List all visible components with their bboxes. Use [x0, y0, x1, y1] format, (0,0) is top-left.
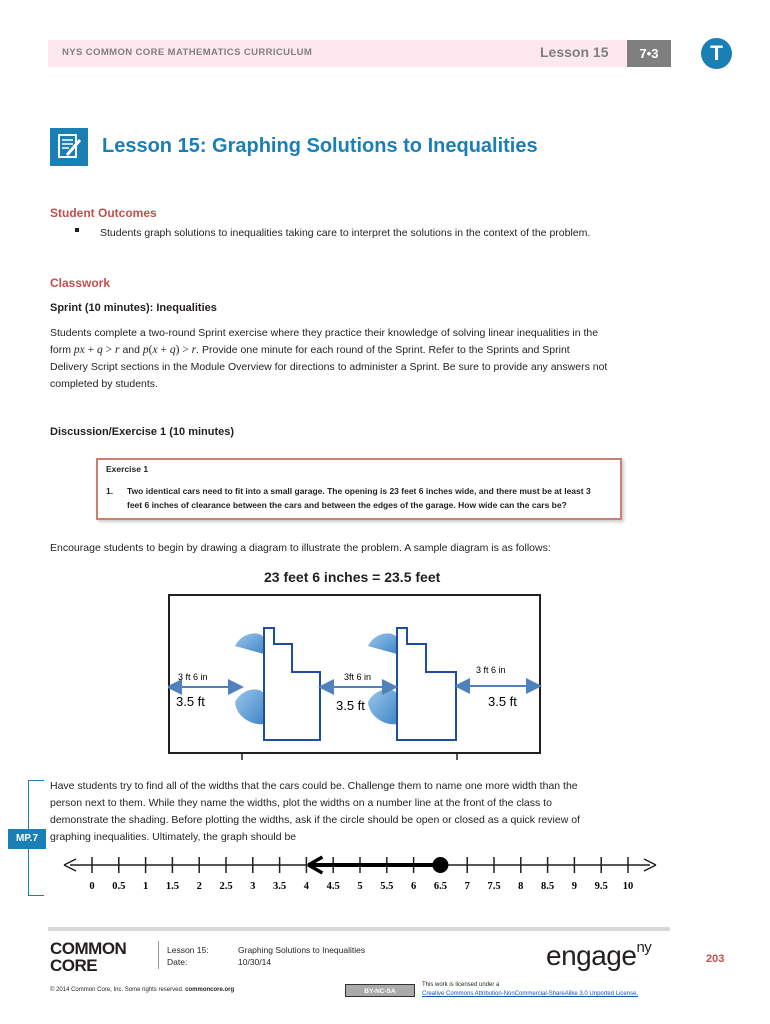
expr-1: px	[73, 344, 85, 356]
have-students-line-1: Have students try to find all of the widths that the cars could be. Challenge them to name one more width than the	[50, 780, 578, 792]
license-line-1: This work is licensed under a	[422, 982, 500, 988]
sprint-form-word: form	[50, 344, 71, 356]
tick-label-4.5: 4.5	[326, 881, 340, 892]
footer-rule	[48, 927, 670, 931]
discussion-heading: Discussion/Exercise 1 (10 minutes)	[50, 426, 235, 438]
page-title: Lesson 15: Graphing Solutions to Inequalities	[102, 135, 538, 157]
tick-label-2.5: 2.5	[219, 881, 233, 892]
tick-label-7: 7	[464, 881, 470, 892]
tick-label-9.5: 9.5	[594, 881, 608, 892]
tick-label-5.5: 5.5	[380, 881, 394, 892]
tick-label-0: 0	[89, 881, 95, 892]
label-mid-big: 3.5 ft	[336, 698, 365, 713]
tick-label-0.5: 0.5	[112, 881, 126, 892]
bullet-marker	[75, 228, 79, 232]
exercise-line-2: feet 6 inches of clearance between the cars and between the edges of the garage. How wide can the cars be?	[127, 500, 567, 510]
exercise-text	[127, 484, 617, 512]
sprint-line-3: Delivery Script sections in the Module Overview for directions to administer a Sprint. Be sure to provide any answers not	[50, 361, 608, 373]
sprint-paragraph	[50, 325, 690, 393]
sprint-line-1: Students complete a two-round Sprint exercise where they practice their knowledge of solving linear inequalities in the	[50, 327, 599, 339]
tick-label-1: 1	[142, 881, 149, 892]
classwork-heading: Classwork	[50, 276, 111, 290]
tick-label-6: 6	[410, 881, 417, 892]
sprint-line-2: form px + q > r and p(x + q) > r. Provide one minute for each round of the Sprint. Refer to the Sprints and Sprint	[50, 344, 570, 356]
tick-label-6.5: 6.5	[433, 881, 447, 892]
tick-label-5: 5	[357, 881, 363, 892]
header-module: 7•3	[627, 40, 671, 67]
cc-license-badge: BY-NC-SA	[345, 984, 415, 997]
mp-label: MP.7	[8, 829, 46, 849]
lesson-notes-icon	[50, 128, 88, 166]
license-link[interactable]: Creative Commons Attribution-NonCommercial-ShareAlike 3.0 Unported License.	[422, 991, 639, 997]
tick-label-10: 10	[622, 881, 634, 892]
tick-label-1.5: 1.5	[165, 881, 179, 892]
teacher-badge: T	[701, 38, 732, 69]
footer-values: Graphing Solutions to Inequalities 10/30/14	[238, 945, 366, 967]
tick-label-3.5: 3.5	[273, 881, 287, 892]
tick-label-7.5: 7.5	[487, 881, 501, 892]
tick-label-9: 9	[571, 881, 578, 892]
footer-labels: Lesson 15: Date:	[167, 945, 209, 967]
have-students-line-4: graphing inequalities. Ultimately, the graph should be	[50, 831, 297, 843]
label-right-small: 3 ft 6 in	[476, 665, 506, 675]
have-students-paragraph	[50, 778, 690, 846]
tick-label-8.5: 8.5	[541, 881, 555, 892]
student-outcomes-heading: Student Outcomes	[50, 206, 157, 220]
have-students-line-3: demonstrate the shading. Before plotting the widths, ask if the circle should be open or closed as a quick review of	[50, 814, 580, 826]
expr-2: p	[142, 344, 149, 356]
outcome-bullet: Students graph solutions to inequalities taking care to interpret the solutions in the context of the problem.	[100, 227, 591, 239]
label-mid-small: 3ft 6 in	[344, 672, 372, 682]
label-left-big: 3.5 ft	[176, 694, 205, 709]
diagram-title: 23 feet 6 inches = 23.5 feet	[264, 569, 441, 585]
closed-point	[432, 857, 448, 873]
label-right-big: 3.5 ft	[488, 694, 517, 709]
engageny-logo: engage$^{ny}$	[546, 938, 652, 971]
tick-label-2: 2	[196, 881, 202, 892]
exercise-title: Exercise 1	[106, 464, 149, 474]
have-students-line-2: person next to them. While they name the widths, plot the widths on a number line at the front of the class to	[50, 797, 552, 809]
label-left-small: 3 ft 6 in	[178, 672, 208, 682]
common-core-logo: COMMON CORE	[50, 939, 127, 975]
sprint-heading: Sprint (10 minutes): Inequalities	[50, 302, 217, 314]
tick-label-4: 4	[303, 881, 310, 892]
tick-label-8: 8	[518, 881, 524, 892]
copyright: © 2014 Common Core, Inc. Some rights reserved. commoncore.org	[50, 987, 235, 993]
exercise-line-1: Two identical cars need to fit into a small garage. The opening is 23 feet 6 inches wide, and there must be at least 3	[127, 486, 591, 496]
sprint-and-word: and	[122, 344, 140, 356]
header-lesson: Lesson 15	[540, 44, 609, 60]
exercise-number: 1.	[106, 486, 114, 496]
tick-label-3: 3	[250, 881, 256, 892]
sprint-line-2-rest: . Provide one minute for each round of the Sprint. Refer to the Sprints and Sprint	[196, 344, 570, 356]
encourage-text: Encourage students to begin by drawing a diagram to illustrate the problem. A sample diagram is as follows:	[50, 542, 551, 554]
curriculum-title: NYS COMMON CORE MATHEMATICS CURRICULUM	[62, 47, 313, 58]
garage-diagram	[168, 594, 542, 760]
footer-divider	[158, 941, 159, 969]
sprint-line-4: completed by students.	[50, 378, 158, 390]
page-number: 203	[706, 953, 725, 965]
number-line	[60, 852, 660, 898]
